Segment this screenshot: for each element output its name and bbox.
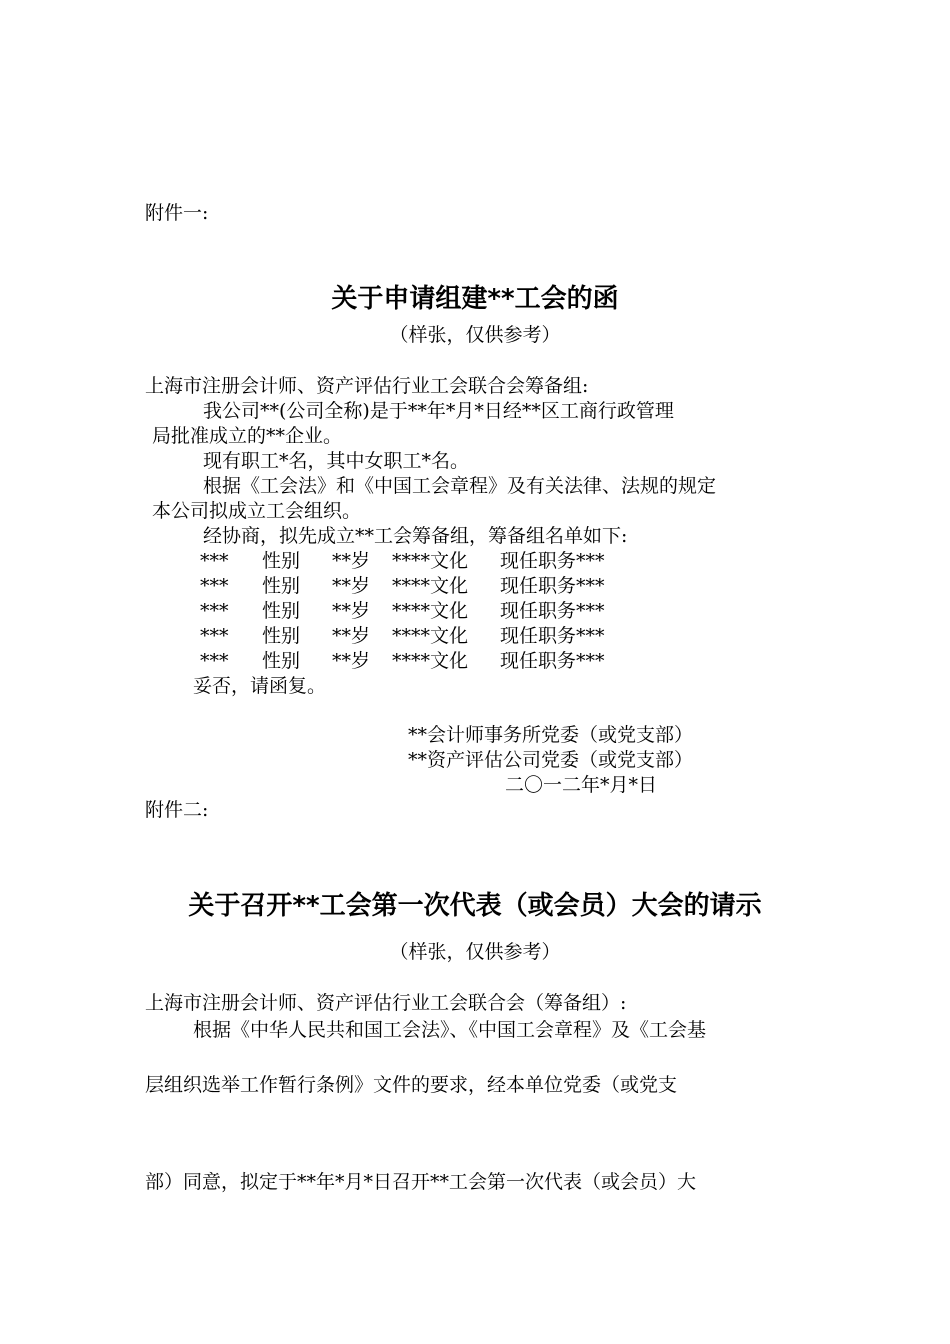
member-position: 现任职务***: [500, 575, 605, 597]
attachment-2-title: 关于召开**工会第一次代表（或会员）大会的请示: [188, 891, 762, 921]
attachment-2-body-line-2: 层组织选举工作暂行条例》文件的要求，经本单位党委（或党支: [145, 1074, 678, 1096]
attachment-1-label: 附件一:: [145, 202, 209, 224]
member-position: 现任职务***: [500, 625, 605, 647]
attachment-1-paragraph-2: 现有职工*名，其中女职工*名。: [203, 450, 470, 472]
member-gender: 性别: [262, 600, 301, 622]
attachment-1-paragraph-1-line-2: 局批准成立的**企业。: [152, 425, 343, 447]
attachment-1-paragraph-3-line-2: 本公司拟成立工会组织。: [152, 500, 362, 522]
attachment-1-paragraph-4: 经协商，拟先成立**工会筹备组，筹备组名单如下:: [203, 525, 628, 547]
member-position: 现任职务***: [500, 550, 605, 572]
attachment-1-paragraph-1-line-1: 我公司**(公司全称)是于**年*月*日经**区工商行政管理: [203, 400, 674, 422]
member-name: ***: [200, 625, 229, 647]
signature-date: 二〇一二年*月*日: [505, 774, 658, 796]
attachment-1-subtitle: （样张，仅供参考）: [389, 324, 561, 346]
member-list-item: [200, 549, 640, 573]
member-age: **岁: [332, 650, 371, 672]
member-education: ****文化: [392, 575, 469, 597]
attachment-2-body-line-3: 部）同意，拟定于**年*月*日召开**工会第一次代表（或会员）大: [145, 1171, 697, 1193]
attachment-1-title: 关于申请组建**工会的函: [331, 284, 619, 314]
member-gender: 性别: [262, 550, 301, 572]
signature-valuation-company: **资产评估公司党委（或党支部）: [408, 749, 694, 771]
member-age: **岁: [332, 600, 371, 622]
attachment-1-addressee: 上海市注册会计师、资产评估行业工会联合会筹备组:: [145, 375, 589, 397]
attachment-2-subtitle: （样张，仅供参考）: [389, 941, 561, 963]
member-list-item: [200, 574, 640, 598]
member-name: ***: [200, 575, 229, 597]
member-position: 现任职务***: [500, 650, 605, 672]
member-list-item: [200, 649, 640, 673]
attachment-2-label: 附件二:: [145, 799, 209, 821]
member-list-item: [200, 599, 640, 623]
member-age: **岁: [332, 625, 371, 647]
attachment-2-addressee: 上海市注册会计师、资产评估行业工会联合会（筹备组）:: [145, 992, 627, 1014]
member-gender: 性别: [262, 625, 301, 647]
member-name: ***: [200, 650, 229, 672]
member-name: ***: [200, 550, 229, 572]
member-position: 现任职务***: [500, 600, 605, 622]
attachment-2-body-line-1: 根据《中华人民共和国工会法》、《中国工会章程》及《工会基: [193, 1019, 707, 1041]
member-education: ****文化: [392, 650, 469, 672]
member-name: ***: [200, 600, 229, 622]
member-gender: 性别: [262, 650, 301, 672]
signature-accounting-firm: **会计师事务所党委（或党支部）: [408, 724, 694, 746]
member-age: **岁: [332, 550, 371, 572]
member-age: **岁: [332, 575, 371, 597]
member-education: ****文化: [392, 625, 469, 647]
attachment-1-paragraph-3-line-1: 根据《工会法》和《中国工会章程》及有关法律、法规的规定: [203, 475, 717, 497]
member-education: ****文化: [392, 600, 469, 622]
attachment-1-closing: 妥否，请函复。: [193, 675, 327, 697]
member-list-item: [200, 624, 640, 648]
member-gender: 性别: [262, 575, 301, 597]
member-education: ****文化: [392, 550, 469, 572]
